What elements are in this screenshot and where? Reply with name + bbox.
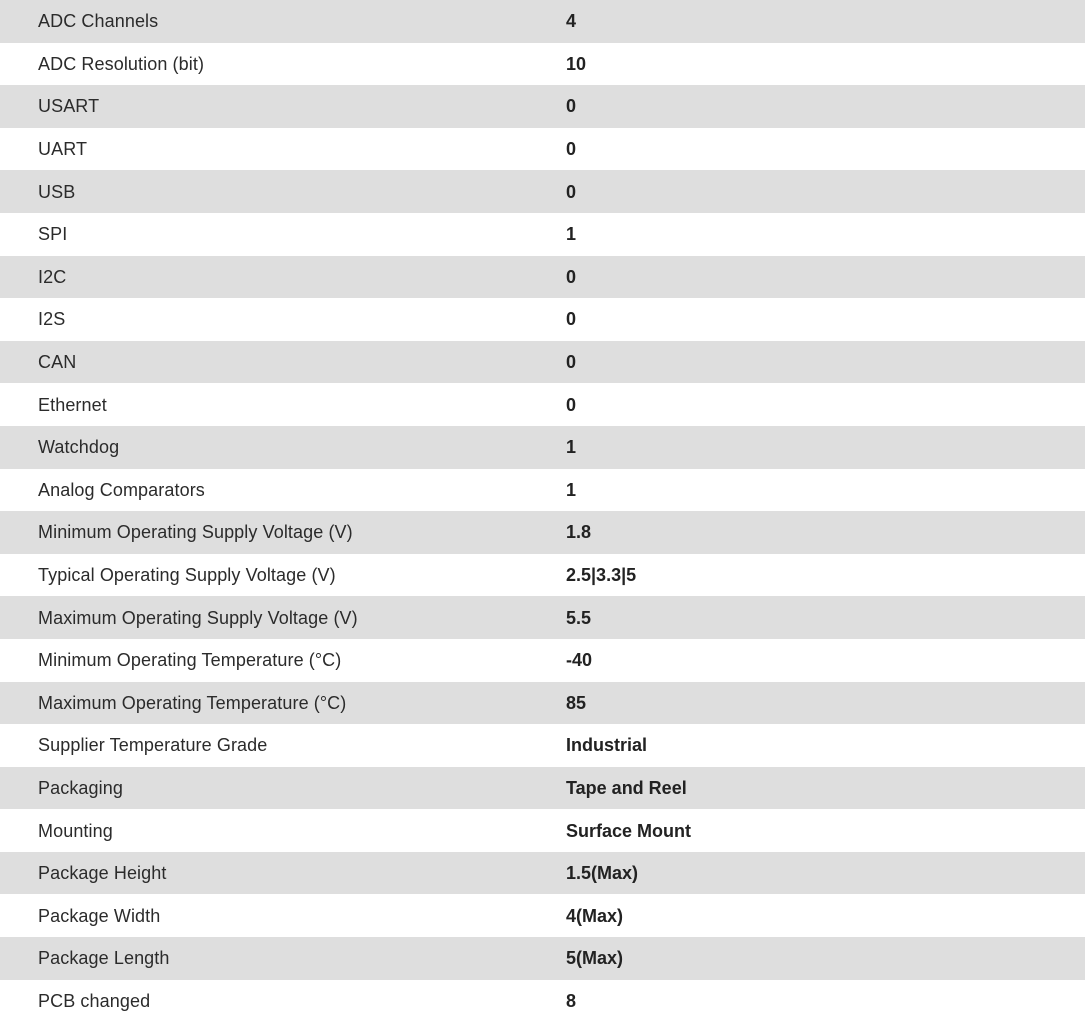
spec-row [0, 383, 1085, 426]
spec-label: Minimum Operating Supply Voltage (V) [38, 522, 353, 543]
spec-label: ADC Resolution (bit) [38, 53, 205, 74]
spec-label: Packaging [38, 777, 123, 798]
spec-value: 4(Max) [566, 905, 624, 926]
spec-value: 1 [566, 437, 577, 458]
spec-value: 1.8 [566, 522, 592, 543]
spec-value: 10 [566, 53, 587, 74]
spec-row [0, 213, 1085, 256]
spec-row [0, 596, 1085, 639]
spec-value: -40 [566, 650, 593, 671]
spec-row [0, 639, 1085, 682]
spec-value: 0 [566, 96, 577, 117]
spec-value: 0 [566, 266, 577, 287]
spec-label: CAN [38, 352, 77, 373]
spec-label: USART [38, 96, 100, 117]
spec-value: 0 [566, 139, 577, 160]
spec-label: PCB changed [38, 990, 151, 1011]
spec-row [0, 937, 1085, 980]
spec-value: 2.5|3.3|5 [566, 565, 637, 586]
spec-row [0, 724, 1085, 767]
spec-value: 0 [566, 181, 577, 202]
spec-row [0, 511, 1085, 554]
spec-row [0, 0, 1085, 43]
spec-value: 1 [566, 224, 577, 245]
spec-label: Ethernet [38, 394, 107, 415]
spec-label: ADC Channels [38, 11, 159, 32]
spec-row [0, 128, 1085, 171]
spec-value: 1.5(Max) [566, 863, 639, 884]
spec-label: USB [38, 181, 76, 202]
spec-label: Maximum Operating Supply Voltage (V) [38, 607, 358, 628]
spec-row [0, 767, 1085, 810]
spec-value: 5(Max) [566, 948, 624, 969]
spec-row [0, 341, 1085, 384]
spec-row [0, 469, 1085, 512]
spec-label: Mounting [38, 820, 113, 841]
spec-label: Minimum Operating Temperature (°C) [38, 650, 342, 671]
spec-label: Supplier Temperature Grade [38, 735, 268, 756]
spec-label: UART [38, 139, 88, 160]
spec-value: Industrial [566, 735, 648, 756]
spec-value: 4 [566, 11, 577, 32]
spec-value: 0 [566, 352, 577, 373]
spec-row [0, 809, 1085, 852]
spec-row [0, 554, 1085, 597]
spec-value: Surface Mount [566, 820, 692, 841]
spec-label: I2S [38, 309, 66, 330]
spec-value: Tape and Reel [566, 777, 687, 798]
spec-label: SPI [38, 224, 68, 245]
spec-label: Package Height [38, 863, 167, 884]
spec-label: Typical Operating Supply Voltage (V) [38, 565, 336, 586]
spec-row [0, 170, 1085, 213]
spec-row [0, 298, 1085, 341]
spec-value: 85 [566, 692, 587, 713]
spec-value: 8 [566, 990, 577, 1011]
spec-row [0, 426, 1085, 469]
spec-label: Package Width [38, 905, 161, 926]
spec-label: Analog Comparators [38, 479, 205, 500]
spec-value: 5.5 [566, 607, 592, 628]
spec-label: Maximum Operating Temperature (°C) [38, 692, 347, 713]
spec-row [0, 682, 1085, 725]
spec-value: 0 [566, 309, 577, 330]
spec-row [0, 980, 1085, 1018]
spec-label: Watchdog [38, 437, 120, 458]
spec-row [0, 894, 1085, 937]
spec-label: I2C [38, 266, 67, 287]
spec-value: 1 [566, 479, 577, 500]
spec-row [0, 852, 1085, 895]
spec-value: 0 [566, 394, 577, 415]
spec-row [0, 43, 1085, 86]
spec-label: Package Length [38, 948, 170, 969]
spec-row [0, 85, 1085, 128]
spec-row [0, 256, 1085, 299]
